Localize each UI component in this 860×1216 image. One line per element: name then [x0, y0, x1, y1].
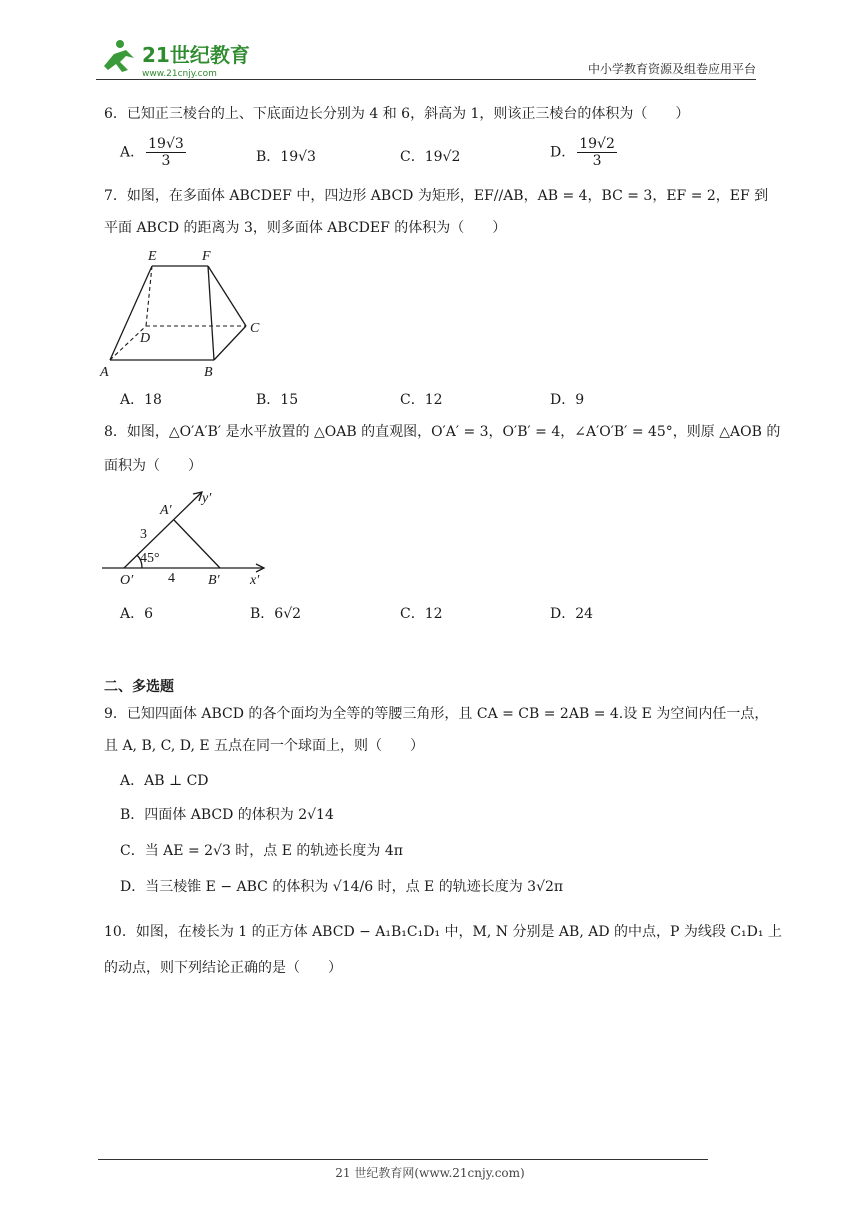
label-side-3: 3 — [140, 527, 147, 542]
header-divider — [96, 79, 756, 80]
label-a-prime: A′ — [160, 503, 172, 518]
q8-option-a: A．6 — [120, 606, 154, 622]
footer-site: 21 世纪教育网(www.21cnjy.com) — [335, 1166, 525, 1180]
runner-icon — [104, 40, 134, 72]
q8-line2: 面积为（ ） — [104, 458, 202, 474]
q6-option-c: C．19√2 — [400, 149, 461, 165]
label-y: y′ — [202, 491, 212, 506]
q10-line1: 10．如图，在棱长为 1 的正方体 ABCD − A₁B₁C₁D₁ 中，M, N 分别是 AB, AD 的中点，P 为线段 C₁D₁ 上 — [104, 924, 782, 940]
label-angle-45: 45° — [140, 551, 160, 566]
label-e: E — [148, 249, 157, 264]
q9-line1: 9．已知四面体 ABCD 的各个面均为全等的等腰三角形，且 CA = CB = 2AB = 4.设 E 为空间内任一点， — [104, 706, 769, 722]
q7-option-a: A．18 — [120, 392, 162, 408]
label-f: F — [202, 249, 211, 264]
label-side-4: 4 — [168, 571, 175, 586]
logo-url: www.21cnjy.com — [142, 69, 217, 79]
q7-option-d: D．9 — [550, 392, 585, 408]
header-platform-name: 中小学教育资源及组卷应用平台 — [587, 62, 756, 76]
q7-figure-polyhedron — [96, 244, 276, 380]
q6-stem: 6．已知正三棱台的上、下底面边长分别为 4 和 6，斜高为 1，则该正三棱台的体积为（ ） — [104, 106, 690, 122]
q9-line2: 且 A, B, C, D, E 五点在同一个球面上，则（ ） — [104, 738, 425, 754]
label-x: x′ — [250, 573, 260, 588]
q9-option-b: B．四面体 ABCD 的体积为 2√14 — [120, 807, 334, 823]
label-d: D — [140, 331, 151, 346]
q8-option-b: B．6√2 — [250, 606, 302, 622]
q9-option-a: A．AB ⊥ CD — [120, 773, 209, 789]
logo-text: 21世纪教育 — [142, 43, 250, 67]
q6-option-a: A． $\frac{19√3}{3}$ — [120, 136, 184, 169]
q8-figure-intuitive-diagram — [96, 484, 276, 588]
q8-line1: 8．如图，△O′A′B′ 是水平放置的 △OAB 的直观图，O′A′ = 3，O′B′ = 4，∠A′O′B′ = 45°，则原 △AOB 的 — [104, 424, 781, 440]
label-c: C — [250, 321, 260, 336]
q6-option-d: D． $\frac{19√2}{3}$ — [550, 136, 615, 169]
q7-option-c: C．12 — [400, 392, 443, 408]
q9-option-d: D．当三棱锥 E − ABC 的体积为 √14/6 时，点 E 的轨迹长度为 3√2π — [120, 879, 564, 895]
label-o-prime: O′ — [120, 573, 134, 588]
site-logo — [96, 36, 266, 80]
q9-option-c: C．当 AE = 2√3 时，点 E 的轨迹长度为 4π — [120, 843, 403, 859]
label-b-prime: B′ — [208, 573, 220, 588]
label-b: B — [204, 365, 213, 380]
q10-line2: 的动点，则下列结论正确的是（ ） — [104, 960, 342, 976]
q8-option-d: D．24 — [550, 606, 594, 622]
q8-option-c: C．12 — [400, 606, 443, 622]
section-heading-multiple-choice: 二、多选题 — [104, 679, 174, 695]
label-a: A — [100, 365, 109, 380]
q7-option-b: B．15 — [256, 392, 299, 408]
q7-line1: 7．如图，在多面体 ABCDEF 中，四边形 ABCD 为矩形，EF//AB，AB = 4，BC = 3，EF = 2，EF 到 — [104, 188, 769, 204]
footer-divider — [98, 1159, 708, 1160]
q7-line2: 平面 ABCD 的距离为 3，则多面体 ABCDEF 的体积为（ ） — [104, 220, 507, 236]
q6-option-b: B．19√3 — [256, 149, 316, 165]
